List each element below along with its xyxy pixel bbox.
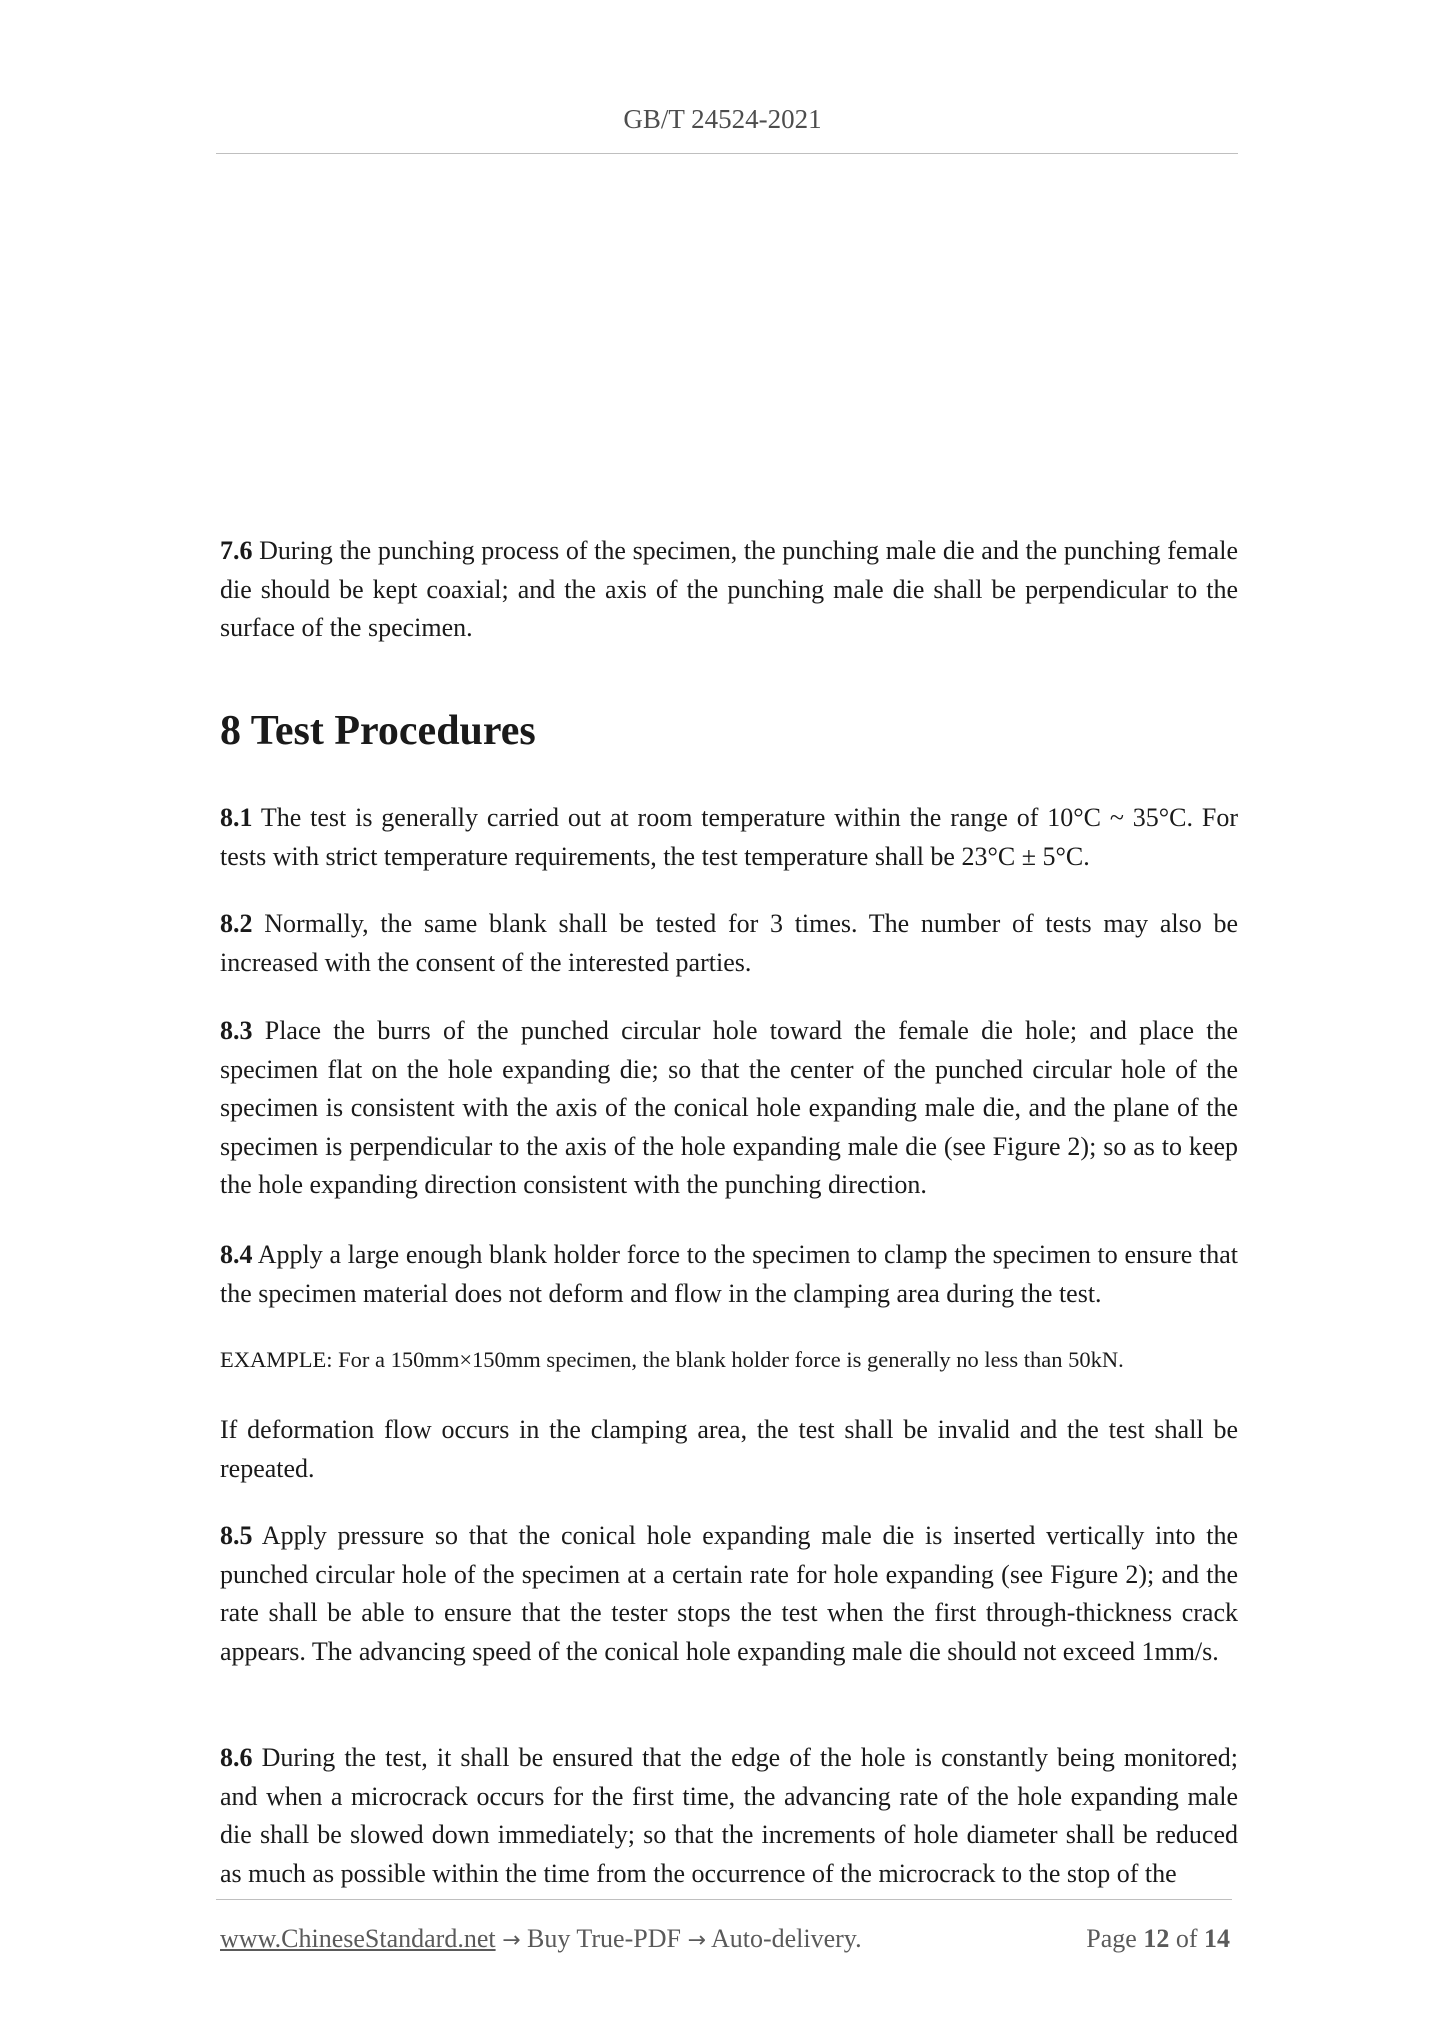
clause-8-3: [220, 1012, 1238, 1205]
page-total: 14: [1204, 1924, 1230, 1953]
clause-text: Apply a large enough blank holder force to the specimen to clamp the specimen to ensure that the specimen material does not deform and flow in the clamping area during the test.: [220, 1240, 1238, 1308]
clause-8-3-block: [220, 1012, 1238, 1205]
example-note: EXAMPLE: For a 150mm×150mm specimen, the blank holder force is generally no less than 50kN.: [220, 1347, 1124, 1372]
section-heading-8: 8 Test Procedures: [220, 708, 536, 754]
invalid-test-paragraph: If deformation flow occurs in the clamping area, the test shall be invalid and the test shall be repeated.: [220, 1415, 1238, 1483]
clause-number: 8.6: [220, 1743, 253, 1772]
auto-delivery-text: Auto-delivery.: [710, 1924, 862, 1953]
clause-text: Apply pressure so that the conical hole expanding male die is inserted vertically into the punched circular hole of the specimen at a certain rate for hole expanding (see Figure 2); and the rate shall be able to ensure that the tester stops the test when the first through-thickness crack appears. The advancing speed of the conical hole expanding male die should not exceed 1mm/s.: [220, 1521, 1238, 1666]
of-label: of: [1175, 1924, 1198, 1953]
page-label: Page: [1086, 1924, 1137, 1953]
clause-8-2-block: [220, 905, 1238, 982]
clause-text: Place the burrs of the punched circular hole toward the female die hole; and place the specimen flat on the hole expanding die; so that the center of the punched circular hole of the specimen is consistent with the axis of the conical hole expanding male die, and the plane of the specimen is perpendicular to the axis of the hole expanding male die (see Figure 2); so as to keep the hole expanding direction consistent with the punching direction.: [220, 1016, 1238, 1199]
clause-number: 8.4: [220, 1240, 253, 1269]
buy-pdf-text: Buy True-PDF: [527, 1924, 681, 1953]
invalid-block: [220, 1411, 1238, 1488]
clause-8-6: [220, 1739, 1238, 1893]
page-indicator: [1086, 1924, 1230, 1954]
arrow-right-icon: →: [502, 1928, 521, 1953]
document-code-header: GB/T 24524-2021: [623, 104, 822, 134]
footer-divider: [216, 1899, 1232, 1900]
page-number: 12: [1143, 1924, 1170, 1953]
clause-text: The test is generally carried out at room temperature within the range of 10°C ~ 35°C. For tests with strict temperature requirements, the test temperature shall be 23°C ± 5°C.: [220, 803, 1238, 871]
clause-number: 8.2: [220, 909, 253, 938]
arrow-right-icon: →: [687, 1928, 706, 1953]
clause-number: 8.1: [220, 803, 253, 832]
clause-8-4: [220, 1236, 1238, 1313]
clause-number: 7.6: [220, 536, 253, 565]
footer-promo: [220, 1924, 862, 1954]
clause-8-2: [220, 905, 1238, 982]
clause-number: 8.3: [220, 1016, 253, 1045]
clause-8-5-block: [220, 1517, 1238, 1671]
clause-8-5: [220, 1517, 1238, 1671]
section-7-6: [220, 532, 1238, 648]
clause-number: 8.5: [220, 1521, 253, 1550]
header-divider: [216, 153, 1238, 154]
clause-8-1-block: [220, 799, 1238, 876]
clause-text: Normally, the same blank shall be tested for 3 times. The number of tests may also be increased with the consent of the interested parties.: [220, 909, 1238, 977]
clause-8-1: [220, 799, 1238, 876]
clause-8-6-block: [220, 1739, 1238, 1893]
example-block: [220, 1344, 1238, 1376]
clause-text: During the punching process of the specimen, the punching male die and the punching female die should be kept coaxial; and the axis of the punching male die shall be perpendicular to the surface of the specimen.: [220, 536, 1238, 642]
clause-text: During the test, it shall be ensured that the edge of the hole is constantly being monitored; and when a microcrack occurs for the first time, the advancing rate of the hole expanding male die shall be slowed down immediately; so that the increments of hole diameter shall be reduced as much as possible within the time from the occurrence of the microcrack to the stop of the: [220, 1743, 1238, 1888]
clause-7-6: [220, 532, 1238, 648]
site-link[interactable]: www.ChineseStandard.net: [220, 1924, 496, 1953]
clause-8-4-block: [220, 1236, 1238, 1313]
